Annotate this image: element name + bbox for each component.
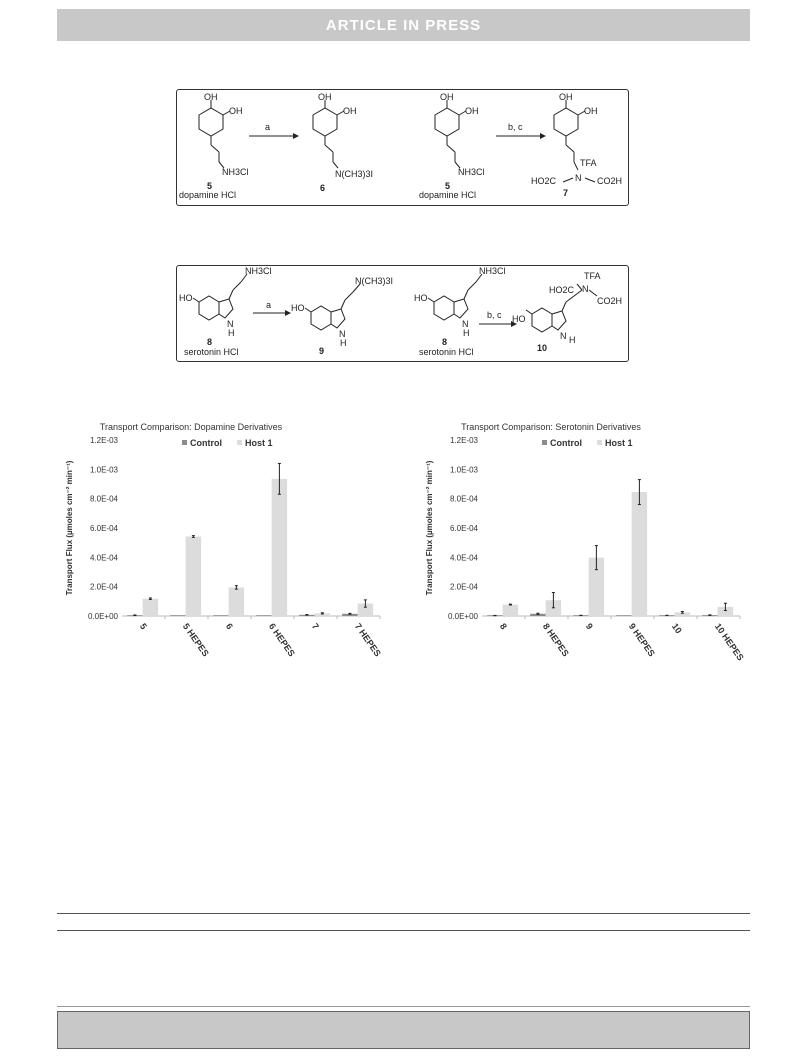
x-tick-label: 6 HEPES [266,621,297,659]
x-tick-label: 10 HEPES [712,621,746,663]
y-tick-label: 1.0E-03 [89,465,118,475]
compound-name: serotonin HCl [419,347,474,357]
bar-host-1 [272,479,287,616]
scheme-dopamine [176,89,629,206]
legend-label: Host 1 [605,438,633,448]
compound-name: dopamine HCl [179,190,237,200]
hydrogen-label: H [569,335,576,345]
legend-swatch [597,440,602,445]
compound-number: 8 [442,337,448,347]
x-tick-label: 8 HEPES [540,621,571,659]
tfa-label: TFA [580,158,597,168]
x-tick-label: 9 HEPES [626,621,657,659]
compound-name: dopamine HCl [419,190,477,200]
x-tick-label: 7 [309,621,321,632]
compound-number: 5 [445,181,451,191]
y-tick-label: 1.2E-03 [89,436,118,445]
oh-label: OH [204,92,218,102]
trimethylammonium-label: N(CH3)3I [335,169,374,179]
amine-label: NH3Cl [458,167,485,177]
x-tick-label: 10 [669,621,684,636]
hydrogen-label: H [340,338,347,348]
reaction-condition: b, c [487,310,502,320]
x-tick-label: 6 [223,621,235,632]
legend-label: Control [190,438,222,448]
compound-number: 8 [207,337,213,347]
bar-control [256,615,271,616]
legend-label: Control [550,438,582,448]
y-tick-label: 6.0E-04 [449,524,478,533]
amine-label: NH3Cl [245,266,272,276]
oh-label: OH [318,92,332,102]
compound-number: 5 [207,181,213,191]
bar-host-1 [503,605,518,616]
bar-host-1 [632,492,647,616]
dopamine-transport-chart [60,418,390,703]
oh-label: OH [343,106,357,116]
x-tick-label: 9 [583,621,595,632]
scheme-serotonin-drawing [177,266,628,361]
compound-number: 6 [320,183,326,193]
nitrogen-label: N [227,319,234,329]
y-tick-label: 4.0E-04 [89,553,118,563]
hydrogen-label: H [228,328,235,338]
scheme-dopamine-drawing [177,90,628,205]
carboxyl-label: HO2C [531,176,557,186]
y-tick-label: 2.0E-04 [89,582,118,592]
bar-host-1 [229,587,244,616]
chart-title: Transport Comparison: Serotonin Derivatives [461,422,641,432]
y-tick-label: 8.0E-04 [89,494,118,504]
y-axis-label: Transport Flux (µmoles cm⁻² min⁻¹) [425,460,434,596]
trimethylammonium-label: N(CH3)3I [355,276,394,286]
footer-bar [57,1011,750,1049]
footnote-rule [57,913,750,914]
compound-number: 7 [563,188,569,198]
legend-swatch [542,440,547,445]
x-tick-label: 8 [497,621,509,632]
bar-control [616,615,631,616]
oh-label: OH [440,92,454,102]
bar-control [170,615,185,616]
banner-text: ARTICLE IN PRESS [325,16,482,34]
amine-label: NH3Cl [479,266,506,276]
y-tick-label: 4.0E-04 [449,553,478,563]
carboxyl-label: CO2H [597,176,623,186]
nitrogen-label: N [339,329,346,339]
y-tick-label: 0.0E+00 [447,612,478,621]
hydroxyl-label: HO [179,293,193,303]
amine-label: NH3Cl [222,167,249,177]
reaction-condition: b, c [508,122,523,132]
x-tick-label: 7 HEPES [352,621,383,659]
y-tick-label: 8.0E-04 [449,494,478,504]
bar-host-1 [186,537,201,616]
legend-swatch [237,440,242,445]
reaction-condition: a [266,300,272,310]
compound-number: 9 [319,346,325,356]
legend-swatch [182,440,187,445]
y-tick-label: 2.0E-04 [449,582,478,592]
hydroxyl-label: HO [414,293,428,303]
y-tick-label: 0.0E+00 [87,612,118,621]
x-tick-label: 5 HEPES [180,621,211,659]
bar-host-1 [143,599,158,616]
oh-label: OH [559,92,573,102]
nitrogen-label: N [462,319,469,329]
nitrogen-label: N [575,173,582,183]
y-axis-label: Transport Flux (µmoles cm⁻² min⁻¹) [65,460,74,596]
footer-rule [57,1006,750,1007]
hydroxyl-label: HO [291,303,305,313]
footnote-rule [57,930,750,931]
y-tick-label: 1.2E-03 [449,436,478,445]
carboxyl-label: CO2H [597,296,623,306]
hydrogen-label: H [463,328,470,338]
scheme-serotonin [176,265,629,362]
chart-title: Transport Comparison: Dopamine Derivatives [99,422,283,432]
tfa-label: TFA [584,271,601,281]
x-tick-label: 5 [137,621,149,632]
bar-control [213,615,228,616]
serotonin-transport-chart [420,418,750,703]
nitrogen-label: N [582,284,589,294]
nitrogen-label: N [560,331,567,341]
oh-label: OH [584,106,598,116]
compound-name: serotonin HCl [184,347,239,357]
y-tick-label: 1.0E-03 [449,465,478,475]
carboxyl-label: HO2C [549,285,575,295]
hydroxyl-label: HO [512,314,526,324]
y-tick-label: 6.0E-04 [89,524,118,533]
article-in-press-banner [57,9,750,41]
oh-label: OH [229,106,243,116]
reaction-condition: a [265,122,271,132]
compound-number: 10 [537,343,548,353]
oh-label: OH [465,106,479,116]
legend-label: Host 1 [245,438,273,448]
